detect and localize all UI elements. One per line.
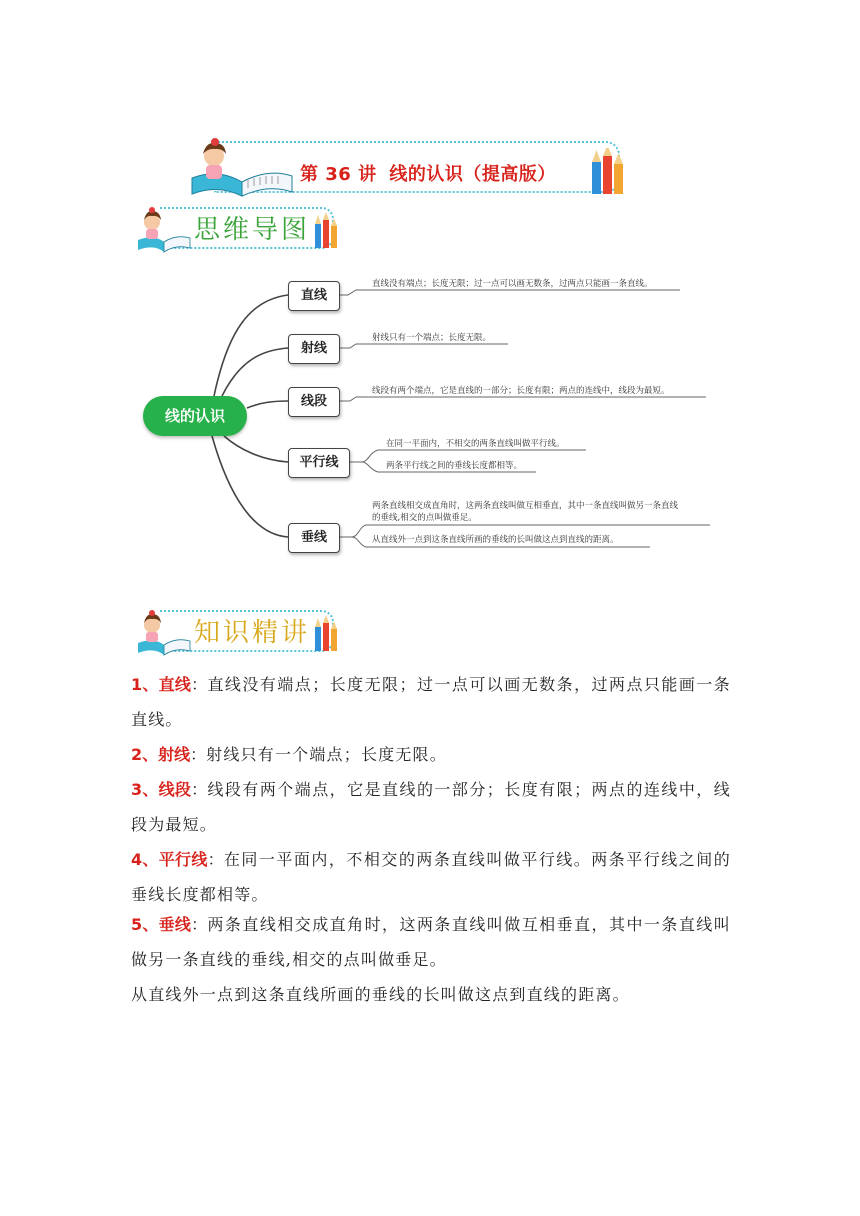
knowledge-heading: [194, 612, 310, 649]
mindmap-note: 线段有两个端点，它是直线的一部分；长度有限；两点的连线中，线段为最短。: [372, 386, 670, 396]
pencils-small-icon: [312, 615, 340, 653]
knowledge-item-ray: 2、射线：射线只有一个端点；长度无限。: [131, 745, 447, 764]
mindmap-node-straight-line: 直线: [288, 281, 340, 311]
knowledge-item-parallel: 4、平行线：在同一平面内，不相交的两条直线叫做平行线。两条平行线之间的 垂线长度都相等。: [131, 850, 731, 904]
reading-girl-icon: [136, 609, 192, 657]
mindmap-note: 从直线外一点到这条直线所画的垂线的长叫做这点到直线的距离。: [372, 535, 619, 545]
mindmap-heading-text: 思维导图: [194, 215, 311, 245]
mindmap-node-perpendicular: 垂线: [288, 523, 340, 553]
mindmap-node-ray: 射线: [288, 334, 340, 364]
lesson-title: 线的认识（提高版）: [389, 164, 556, 185]
distance-note: 从直线外一点到这条直线所画的垂线的长叫做这点到直线的距离。: [131, 985, 630, 1004]
mindmap-note: 射线只有一个端点；长度无限。: [372, 333, 492, 343]
mindmap-node-parallel: 平行线: [288, 448, 350, 478]
mindmap-node-segment: 线段: [288, 387, 340, 417]
mindmap-note: 在同一平面内，不相交的两条直线叫做平行线。: [386, 439, 565, 449]
mindmap-root: 线的认识: [143, 396, 247, 436]
lesson-number: 第 36 讲: [300, 164, 377, 185]
mindmap-note: 直线没有端点；长度无限；过一点可以画无数条，过两点只能画一条直线。: [372, 279, 653, 289]
mindmap-note: 两条平行线之间的垂线长度都相等。: [386, 461, 523, 471]
knowledge-item-segment: 3、线段：线段有两个端点，它是直线的一部分；长度有限；两点的连线中，线 段为最短。: [131, 780, 731, 834]
knowledge-item-straight-line: 1、直线：直线没有端点；长度无限；过一点可以画无数条，过两点只能画一条 直线。: [131, 675, 731, 729]
knowledge-heading-text: 知识精讲: [194, 618, 311, 648]
knowledge-item-perpendicular: 5、垂线：两条直线相交成直角时，这两条直线叫做互相垂直，其中一条直线叫 做另一条直线的垂线,相交的点叫做垂足。: [131, 915, 731, 969]
mindmap-note: 两条直线相交成直角时，这两条直线叫做互相垂直，其中一条直线叫做另一条直线: [372, 501, 679, 511]
mindmap-note: 的垂线,相交的点叫做垂足。: [372, 513, 477, 523]
